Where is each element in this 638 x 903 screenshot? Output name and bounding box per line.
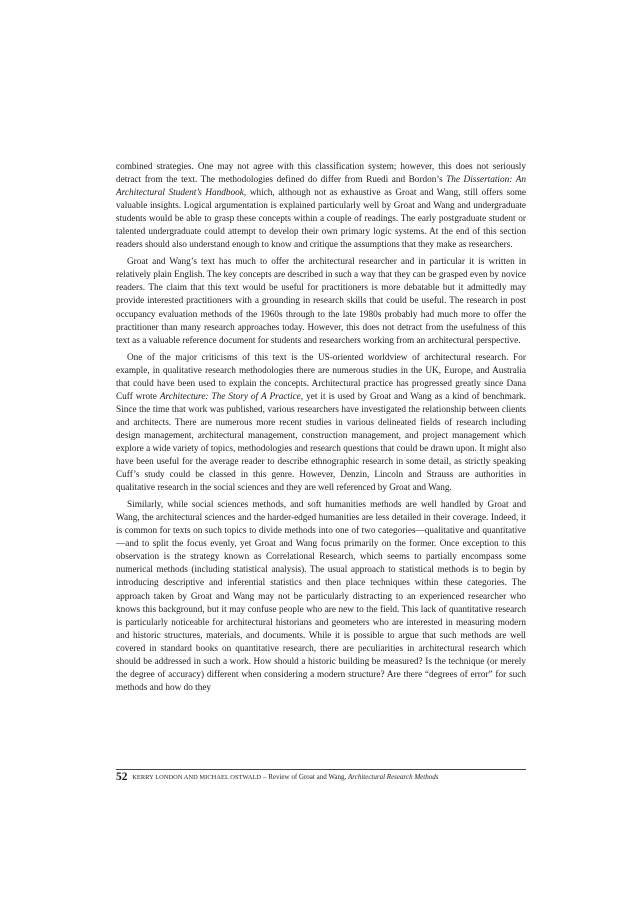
- text-run: Similarly, while social sciences methods, and soft humanities methods are well handled by Groat and Wang, the architectural sciences and the harder-edged humanities are less detailed in their coverage. Indeed, it is common for texts on such topics to divide methods into one of two categories—qualitative and quantitative—and to split the focus evenly, yet Groat and Wang focus primarily on the former. Once exception to this observation is the strategy known as Correlational Research, which seems to partially encompass some numerical methods (including statistical analysis). The usual approach to statistical methods is to begin by introducing descriptive and inferential statistics and then place techniques within these categories. The approach taken by Groat and Wang may not be particularly distracting to an experienced researcher who knows this background, but it may confuse people who are new to the field. This lack of quantitative research is particularly noticeable for architectural historians and geometers who are interested in measuring modern and historic structures, materials, and documents. While it is possible to argue that such methods are well covered in standard books on quantitative research, there are peculiarities in architectural research which should be addressed in such a work. How should a historic building be measured? Is the technique (or merely the degree of accuracy) different when considering a modern structure? Are there “degrees of error” for such methods and how do they: [116, 500, 526, 693]
- text-run: combined strategies. One may not agree with this classification system; however, this does not seriously detract from the text. The methodologies defined do differ from Ruedi and Bordon’s: [116, 162, 526, 186]
- footer-separator: – Review of Groat and Wang,: [261, 773, 348, 781]
- paragraph: [116, 499, 526, 695]
- footer-book-title: Architectural Research Methods: [347, 773, 439, 781]
- page-number: 52: [116, 771, 128, 783]
- body-text: [116, 161, 526, 695]
- text-run: One of the major criticisms of this text is the US-oriented worldview of architectural research. For example, in qualitative research methodologies there are numerous studies in the UK, Europe, and Australia that could have been used to explain the concepts. Architectural practice has progressed greatly since Dana Cuff wrote: [116, 352, 526, 402]
- paragraph: [116, 352, 526, 496]
- paragraph: [116, 161, 526, 252]
- footer-authors: KERRY LONDON AND MICHAEL OSTWALD: [132, 774, 262, 781]
- text-run: Groat and Wang’s text has much to offer the architectural researcher and in particular it is written in relatively plain English. The key concepts are described in such a way that they can be grasped even by novice readers. The claim that this text would be useful for practitioners is more debatable but it admittedly may provide interested practitioners with a grounding in research skills that could be useful. The research in post occupancy evaluation methods of the 1960s through to the late 1980s probably had much more to offer the practitioner than many research approaches today. However, this does not detract from the usefulness of this text as a valuable reference document for students and researchers working from an architectural perspective.: [116, 257, 526, 346]
- italic-title: The Dissertation: An Architectural Student’s Handbook: [116, 175, 526, 199]
- text-run: , yet it is used by Groat and Wang as a kind of benchmark. Since the time that work was published, various researchers have investigated the relationship between clients and architects. There are numerous more recent studies in various delineated fields of research including design management, architectural management, construction management, and project management which explore a wide variety of topics, methodologies and research questions that could be drawn upon. It might also have been useful for the average reader to describe ethnographic research in some detail, as strictly speaking Cuff’s study could be classed in this genre. However, Denzin, Lincoln and Strauss are authorities in qualitative research in the social sciences and they are well referenced by Groat and Wang.: [116, 391, 526, 494]
- text-run: , which, although not as exhaustive as Groat and Wang, still offers some valuable insights. Logical argumentation is explained particularly well by Groat and Wang and undergraduate students would be able to grasp these concepts within a couple of readings. The early postgraduate student or talented undergraduate could attempt to develop their own primary logic systems. At the end of this section readers should also understand enough to know and critique the assumptions that they make as researchers.: [116, 188, 527, 251]
- paragraph: [116, 256, 526, 347]
- footer-rule: [116, 769, 526, 770]
- running-footer: [116, 772, 526, 783]
- italic-title: Architecture: The Story of A Practice: [159, 391, 301, 402]
